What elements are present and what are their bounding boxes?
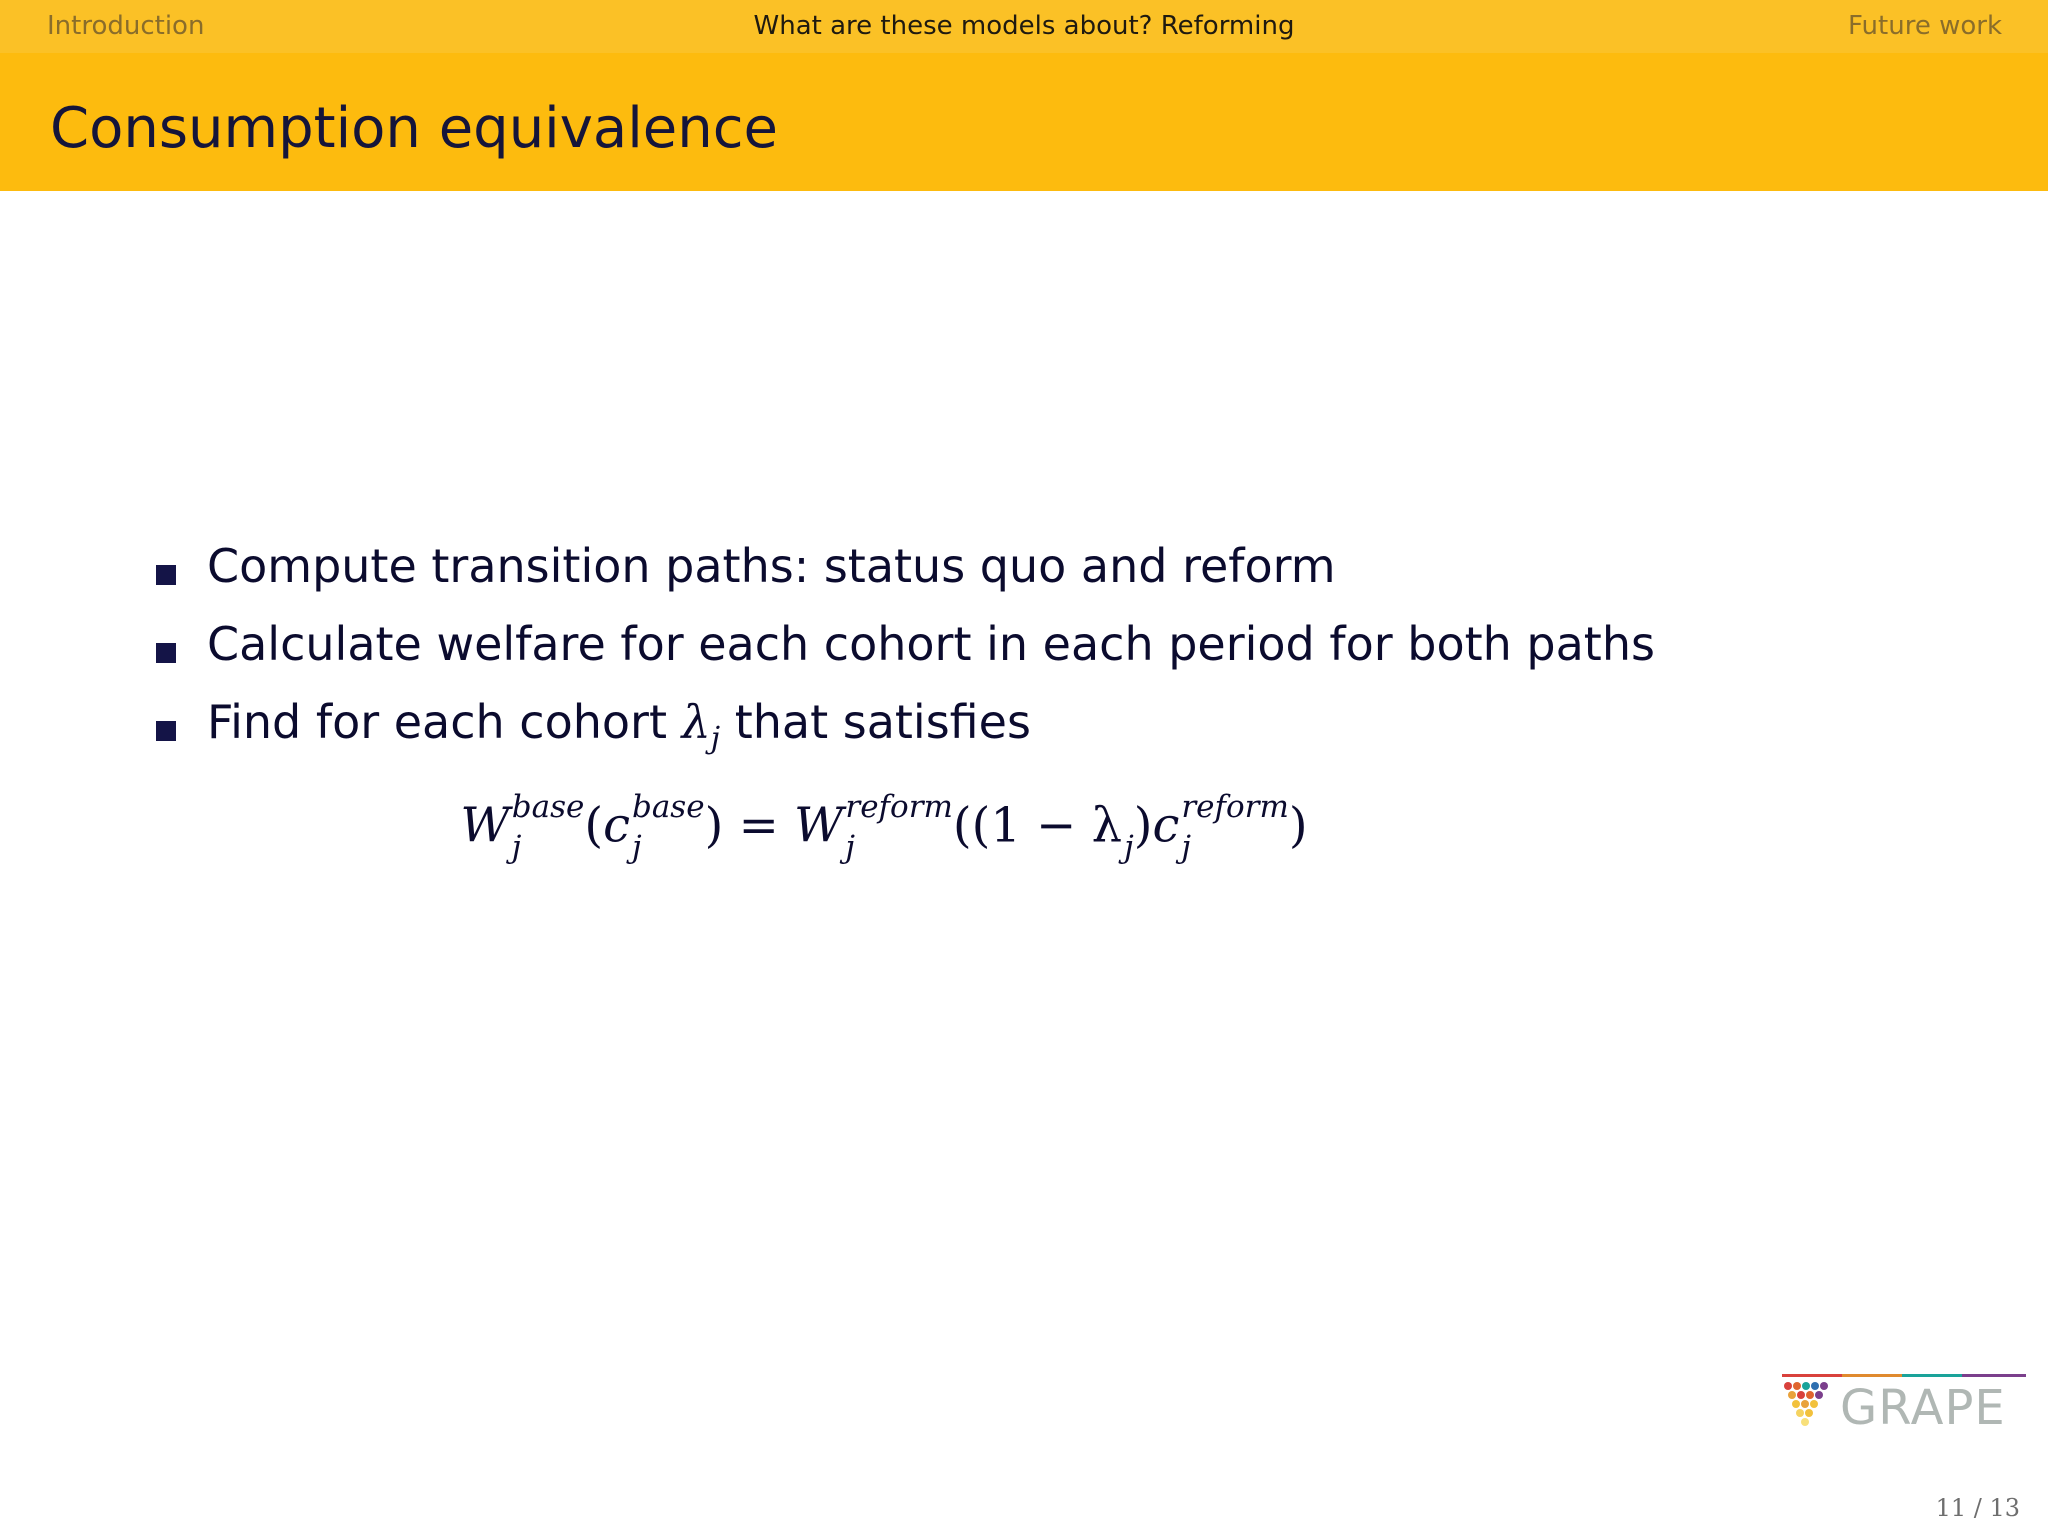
bullet-text-part: Find for each cohort [207,695,667,749]
page-number: 11 / 13 [1935,1494,2020,1522]
lambda-symbol: λ [681,695,711,749]
nav-section-current[interactable]: What are these models about? Reforming [753,11,1295,41]
bullet-text-part: that satisfies [734,695,1031,749]
square-bullet-icon [156,721,176,741]
list-item [156,694,1655,772]
eq-sub-j: j [1124,829,1134,865]
eq-sup-reform: reform [1181,789,1289,825]
eq-c-base: c [603,797,630,854]
eq-sub-j: j [845,829,856,865]
eq-c-reform: c [1152,797,1180,854]
logo-text: GRAPE [1840,1380,2006,1436]
eq-sub-j: j [1181,829,1191,865]
bullet-text: Compute transition paths: status quo and reform [207,539,1336,593]
eq-sub-j: j [631,829,642,865]
frame-title-bar [0,53,2048,191]
bullet-text-with-math [207,695,1031,756]
grape-logo [1782,1374,2026,1438]
square-bullet-icon [156,643,176,663]
bullet-text: Calculate welfare for each cohort in each period for both paths [207,617,1655,671]
eq-close-paren: ) [1133,797,1153,854]
eq-rparen: ) [704,797,724,854]
eq-one-minus-lambda: ((1 − λ [952,797,1123,854]
eq-W-reform: W [794,797,844,854]
eq-script-lambda [1124,792,1134,865]
eq-sup-base: base [511,789,585,825]
welfare-equation [0,789,1768,865]
eq-sup-base: base [631,789,705,825]
list-item [156,616,1655,694]
eq-sub-j: j [511,829,522,865]
inline-math-lambda [681,695,721,756]
eq-script-reform-2 [1181,789,1289,865]
eq-W-base: W [460,797,510,854]
frame-title: Consumption equivalence [50,96,778,161]
nav-section-introduction[interactable]: Introduction [47,11,205,41]
list-item [156,538,1655,616]
lambda-subscript: j [710,721,721,756]
eq-rparen: ) [1288,797,1308,854]
eq-script-base-2 [631,789,705,865]
bullet-list [156,538,1655,772]
eq-script-reform-1 [845,789,953,865]
eq-script-base-1 [511,789,585,865]
eq-equals: = [738,797,779,854]
square-bullet-icon [156,565,176,585]
eq-sup-reform: reform [845,789,953,825]
eq-lparen: ( [584,797,604,854]
nav-section-future-work[interactable]: Future work [1848,11,2002,41]
section-navigation-bar [0,0,2048,53]
